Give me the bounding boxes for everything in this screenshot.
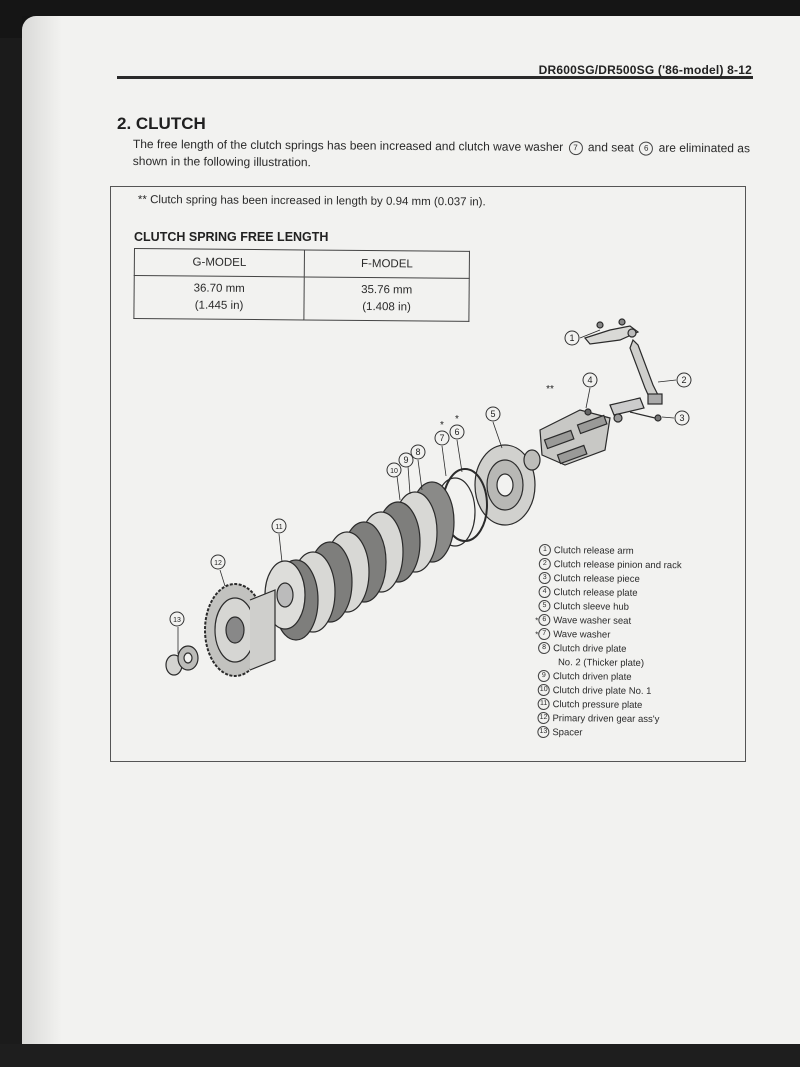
ref-circle-7: 7 [568, 141, 582, 155]
spring-note: ** Clutch spring has been increased in length by 0.94 mm (0.037 in). [137, 194, 486, 209]
callout-6 [450, 425, 464, 439]
svg-text:5: 5 [490, 409, 496, 419]
callout-1 [565, 331, 579, 345]
double-star-marker: ** [546, 384, 554, 395]
legend-number: 7 [538, 628, 550, 640]
legend-number: 11 [538, 698, 550, 710]
legend-number: 1 [539, 544, 551, 556]
svg-text:2: 2 [681, 375, 687, 385]
spec-table-title: CLUTCH SPRING FREE LENGTH [134, 230, 329, 244]
svg-text:7: 7 [439, 433, 445, 443]
legend-item [540, 670, 681, 685]
legend-number: 12 [537, 712, 549, 724]
header-g-model: G-MODEL [134, 249, 304, 277]
callout-4 [583, 373, 597, 387]
legend-text: Clutch release arm [553, 545, 634, 557]
intro-text-2: and seat [587, 140, 634, 155]
intro-paragraph [133, 136, 753, 174]
legend-text: Clutch drive plate [553, 643, 627, 655]
star-marker-7: * [440, 420, 444, 431]
intro-text-3: are eliminated as shown in the following illustration. [132, 140, 751, 170]
spec-header-row [134, 249, 469, 279]
svg-text:6: 6 [454, 427, 460, 437]
legend-number: 13 [537, 726, 549, 738]
parts-legend [535, 544, 682, 741]
legend-number: 3 [539, 572, 551, 584]
legend-item [535, 614, 681, 629]
legend-text: Clutch pressure plate [552, 699, 643, 711]
release-arm-part [585, 319, 638, 344]
callout-2 [677, 373, 691, 387]
legend-text: Clutch driven plate [552, 671, 632, 683]
legend-text: Clutch release pinion and rack [553, 559, 682, 572]
asterisk-mark: * [535, 615, 539, 625]
intro-text-1: The free length of the clutch springs has been increased and clutch wave washer [132, 136, 564, 155]
scan-bottom-edge [0, 1044, 800, 1067]
svg-text:3: 3 [679, 413, 685, 423]
legend-text: Primary driven gear ass'y [552, 713, 660, 726]
legend-item [541, 586, 682, 601]
legend-text: Clutch drive plate No. 1 [552, 685, 652, 697]
legend-item [539, 726, 680, 741]
callout-11 [272, 519, 286, 533]
legend-number: 2 [539, 558, 551, 570]
svg-text:12: 12 [214, 560, 222, 567]
legend-text: Clutch release piece [553, 573, 640, 585]
svg-text:1: 1 [569, 333, 575, 343]
release-pinion-rack-part [630, 340, 662, 404]
f-model-in: (1.408 in) [362, 300, 411, 314]
legend-text: Spacer [552, 727, 583, 739]
legend-number: 5 [538, 600, 550, 612]
svg-text:13: 13 [173, 617, 181, 624]
callout-3 [675, 411, 689, 425]
svg-text:4: 4 [587, 375, 593, 385]
legend-item [540, 600, 681, 615]
callout-9 [399, 453, 413, 467]
svg-text:11: 11 [275, 524, 283, 531]
legend-item [540, 684, 681, 699]
g-model-in: (1.445 in) [194, 299, 244, 312]
legend-item [541, 544, 682, 559]
svg-text:8: 8 [415, 447, 421, 457]
g-model-mm: 36.70 mm [193, 282, 245, 295]
section-title: 2. CLUTCH [117, 114, 206, 133]
legend-item [541, 558, 682, 573]
header-f-model: F-MODEL [304, 250, 469, 278]
f-model-mm: 35.76 mm [361, 283, 413, 297]
primary-driven-gear-part [205, 584, 275, 676]
legend-item [539, 712, 680, 727]
callout-7 [435, 431, 449, 445]
callout-8 [411, 445, 425, 459]
release-plate-part [540, 409, 610, 465]
svg-text:10: 10 [390, 468, 398, 475]
star-marker-6: * [455, 414, 459, 425]
ref-circle-6: 6 [639, 141, 653, 155]
legend-item [540, 698, 681, 713]
legend-item [540, 642, 681, 657]
spacer-part [166, 646, 198, 675]
callout-10 [387, 463, 401, 477]
legend-text: Clutch release plate [553, 587, 638, 599]
legend-number: 9 [538, 670, 550, 682]
sleeve-hub-part [475, 445, 540, 525]
legend-item [541, 572, 682, 587]
legend-item-continuation [540, 656, 681, 671]
legend-number: 4 [539, 586, 551, 598]
callout-12 [211, 555, 225, 569]
asterisk-mark: * [535, 629, 539, 639]
legend-number: 8 [538, 642, 550, 654]
legend-text: Clutch sleeve hub [553, 601, 630, 613]
callout-5 [486, 407, 500, 421]
legend-text: Wave washer seat [553, 615, 632, 627]
legend-item [535, 628, 681, 643]
legend-number: 6 [538, 614, 550, 626]
svg-text:9: 9 [403, 455, 409, 465]
legend-text: No. 2 (Thicker plate) [557, 657, 645, 669]
legend-number: 10 [538, 684, 550, 696]
legend-text: Wave washer [553, 629, 611, 641]
callout-13 [170, 612, 184, 626]
page-binding-shadow [22, 16, 62, 1044]
running-header: DR600SG/DR500SG ('86-model) 8-12 [538, 63, 752, 77]
